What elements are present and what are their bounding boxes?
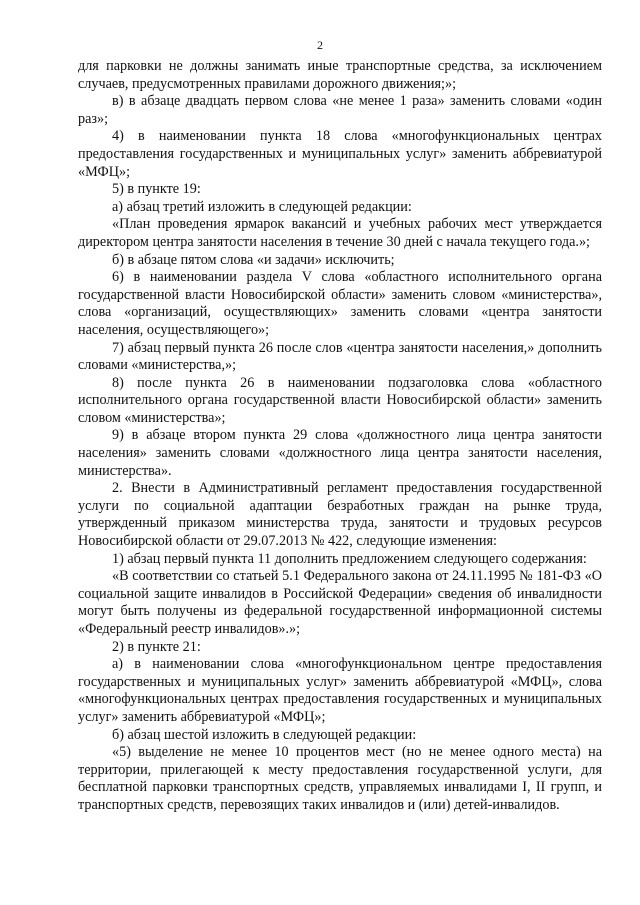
paragraph-item-5b: б) в абзаце пятом слова «и задачи» исключить; <box>112 251 395 268</box>
paragraph-continuation: для парковки не должны занимать иные транспортные средства, за исключением случаев, предусмотренных правилами дорожного движения;»; <box>78 58 602 92</box>
paragraph-item-v: в) в абзаце двадцать первом слова «не менее 1 раза» заменить словами «один раз»; <box>78 93 602 127</box>
paragraph-item-5a: а) абзац третий изложить в следующей редакции: <box>112 198 412 215</box>
paragraph-quote-law: «В соответствии со статьей 5.1 Федерального закона от 24.11.1995 № 181-ФЗ «О социальной защите инвалидов в Российской Федерации» сведения об инвалидности могут быть получены из федеральной государственной информационной системы «Федеральный реестр инвалидов».»; <box>78 568 602 637</box>
paragraph-item-7: 7) абзац первый пункта 26 после слов «центра занятости населения,» дополнить словами «министерства,»; <box>78 339 602 374</box>
paragraph-item-6: 6) в наименовании раздела V слова «областного исполнительного органа государственной власти Новосибирской области» заменить словом «министерства», слова «организаций, осуществляющих» заменить словами «центра занятости населения, осуществляющего»; <box>78 269 602 338</box>
paragraph-item-5: 5) в пункте 19: <box>112 181 201 198</box>
paragraph-item-8: 8) после пункта 26 в наименовании подзаголовка слова «областного исполнительного органа государственной власти Новосибирской области» заменить словом «министерства»; <box>78 374 602 426</box>
paragraph-section-2: 2. Внести в Административный регламент предоставления государственной услуги по социальной адаптации безработных граждан на рынке труда, утвержденный приказом министерства труда, занятости и трудовых ресурсов Новосибирской области от 29.07.2013 № 422, следующие изменения: <box>78 480 602 550</box>
paragraph-quote-plan: «План проведения ярмарок вакансий и учебных рабочих мест утверждается директором центра занятости населения в течение 30 дней с начала текущего года.»; <box>78 216 602 250</box>
paragraph-item-9: 9) в абзаце втором пункта 29 слова «должностного лица центра занятости населения» заменить словами «должностного лица центра занятости населения, министерства». <box>78 427 602 479</box>
paragraph-item-4: 4) в наименовании пункта 18 слова «многофункциональных центрах предоставления государственных и муниципальных услуг» заменить аббревиатурой «МФЦ»; <box>78 128 602 180</box>
paragraph-item-2-2a: а) в наименовании слова «многофункциональном центре предоставления государственных и муниципальных услуг» заменить аббревиатурой «МФЦ», слова «многофункциональных центрах предоставления государственных и муниципальных услуг» заменить аббревиатурой «МФЦ»; <box>78 656 602 725</box>
paragraph-quote-parking: «5) выделение не менее 10 процентов мест (но не менее одного места) на территории, прилегающей к месту предоставления государственной услуги, для бесплатной парковки транспортных средств, управляемых инвалидами I, II групп, и транспортных средств, перевозящих таких инвалидов и (или) детей-инвалидов. <box>78 744 602 813</box>
page-number: 2 <box>317 38 323 52</box>
paragraph-item-2-1: 1) абзац первый пункта 11 дополнить предложением следующего содержания: <box>112 550 587 567</box>
paragraph-item-2-2b: б) абзац шестой изложить в следующей редакции: <box>112 726 417 743</box>
paragraph-item-2-2: 2) в пункте 21: <box>112 638 201 655</box>
